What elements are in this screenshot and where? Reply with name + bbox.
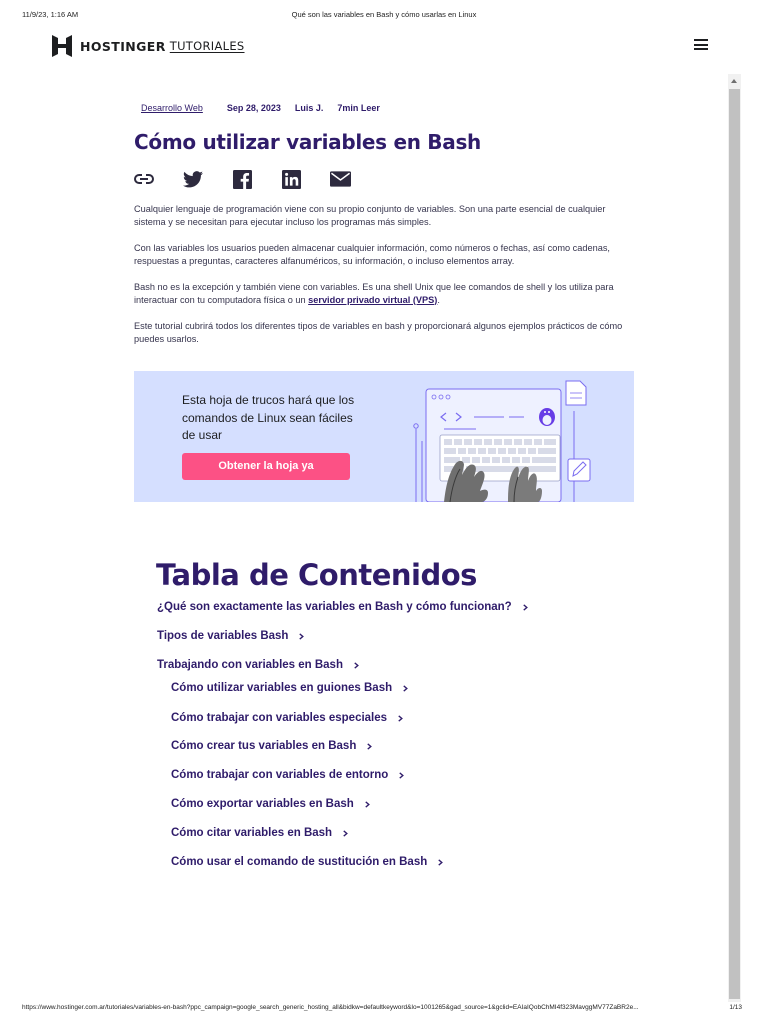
toc-item-trabajando-variables[interactable] [157,659,360,671]
print-doc-title: Qué son las variables en Bash y cómo usarlas en Linux [291,10,477,19]
chevron-right-icon [353,662,360,669]
toc-item-label: Cómo trabajar con variables de entorno [171,769,389,781]
twitter-icon[interactable] [182,169,204,189]
toc-item-comando-sustitucion[interactable] [171,856,444,868]
facebook-icon[interactable] [231,169,253,189]
toc-item-label: Cómo utilizar variables en guiones Bash [171,682,393,694]
link-icon[interactable] [133,169,155,189]
chevron-right-icon [366,743,373,750]
article-title: Cómo utilizar variables en Bash [134,130,481,154]
get-cheatsheet-button[interactable]: Obtener la hoja ya [182,453,350,480]
p3-text-after: . [437,294,440,305]
toc-item-citar-variables[interactable] [171,827,349,839]
toc-title: Tabla de Contenidos [156,558,477,592]
print-header [0,10,768,22]
email-icon[interactable] [329,169,351,189]
cheatsheet-banner [134,371,634,502]
intro-paragraph-2: Con las variables los usuarios pueden almacenar cualquier información, como números o fechas, así como cadenas, respuestas a preguntas, caracteres alfanuméricos, su información, o incluso elementos array. [134,243,610,266]
site-header [52,33,716,59]
print-page-number: 1/13 [729,1004,742,1011]
keyboard-illustration [404,371,634,502]
vertical-scrollbar[interactable] [728,74,741,1002]
toc-item-guiones-bash[interactable] [171,682,409,694]
chevron-right-icon [397,715,404,722]
toc-item-tipos-variables[interactable] [157,630,305,642]
hostinger-logo-icon [52,35,72,57]
hostinger-logo[interactable] [52,35,245,57]
toc-item-exportar-variables[interactable] [171,798,371,810]
toc-item-label: Cómo crear tus variables en Bash [171,740,357,752]
intro-paragraph-3 [134,281,634,306]
scroll-up-arrow-icon[interactable] [728,74,741,87]
toc-item-variables-entorno[interactable] [171,769,405,781]
banner-text: Esta hoja de trucos hará que los comandos de Linux sean fáciles de usar [182,393,355,442]
print-datetime: 11/9/23, 1:16 AM [22,10,79,19]
toc-item-label: Tipos de variables Bash [157,630,289,642]
toc-item-label: Cómo trabajar con variables especiales [171,712,388,724]
chevron-right-icon [437,859,444,866]
read-time: 7min Leer [337,103,380,113]
toc-item-que-son-variables[interactable] [157,601,529,613]
intro-paragraph-1: Cualquier lenguaje de programación viene con su propio conjunto de variables. Son una parte esencial de cualquier sistema y se necesitan para ejecutar incluso los programas más simples. [134,204,606,227]
publish-date: Sep 28, 2023 [226,103,281,113]
print-footer [0,1004,768,1016]
logo-sub-text: TUTORIALES [169,39,245,53]
toc-item-variables-especiales[interactable] [171,712,404,724]
logo-brand-text: HOSTINGER [80,38,166,54]
intro-paragraph-4: Este tutorial cubrirá todos los diferentes tipos de variables en bash y proporcionará algunos ejemplos prácticos de cómo puedes usarlos. [134,321,623,344]
p3-text-before: Bash no es la excepción y también viene con variables. Es una shell Unix que lee comandos de shell y los utiliza para interactuar con tu computadora física o un [134,282,614,305]
vps-link[interactable]: servidor privado virtual (VPS) [308,294,438,305]
chevron-right-icon [342,830,349,837]
chevron-right-icon [398,772,405,779]
toc-item-crear-variables[interactable] [171,740,373,752]
author-name: Luis J. [294,103,324,113]
chevron-right-icon [364,801,371,808]
chevron-right-icon [298,633,305,640]
toc-item-label: Trabajando con variables en Bash [157,659,343,671]
article-meta [141,103,380,113]
toc-item-label: ¿Qué son exactamente las variables en Bash y cómo funcionan? [157,601,512,613]
hamburger-menu-icon[interactable] [694,39,708,51]
share-bar [133,169,378,189]
toc-item-label: Cómo citar variables en Bash [171,827,333,839]
category-link[interactable]: Desarrollo Web [141,103,203,113]
print-url: https://www.hostinger.com.ar/tutoriales/variables-en-bash?ppc_campaign=google_search_generic_hosting_all&bidkw=defaultkeyword&lo=1001265&gad_source=1&gclid=EAIaIQobChMI4f323MavggMV77ZaBR2e... [22,1004,639,1011]
chevron-right-icon [522,604,529,611]
toc-item-label: Cómo exportar variables en Bash [171,798,354,810]
scrollbar-thumb[interactable] [729,89,740,999]
toc-item-label: Cómo usar el comando de sustitución en Bash [171,856,428,868]
chevron-right-icon [402,685,409,692]
linkedin-icon[interactable] [280,169,302,189]
